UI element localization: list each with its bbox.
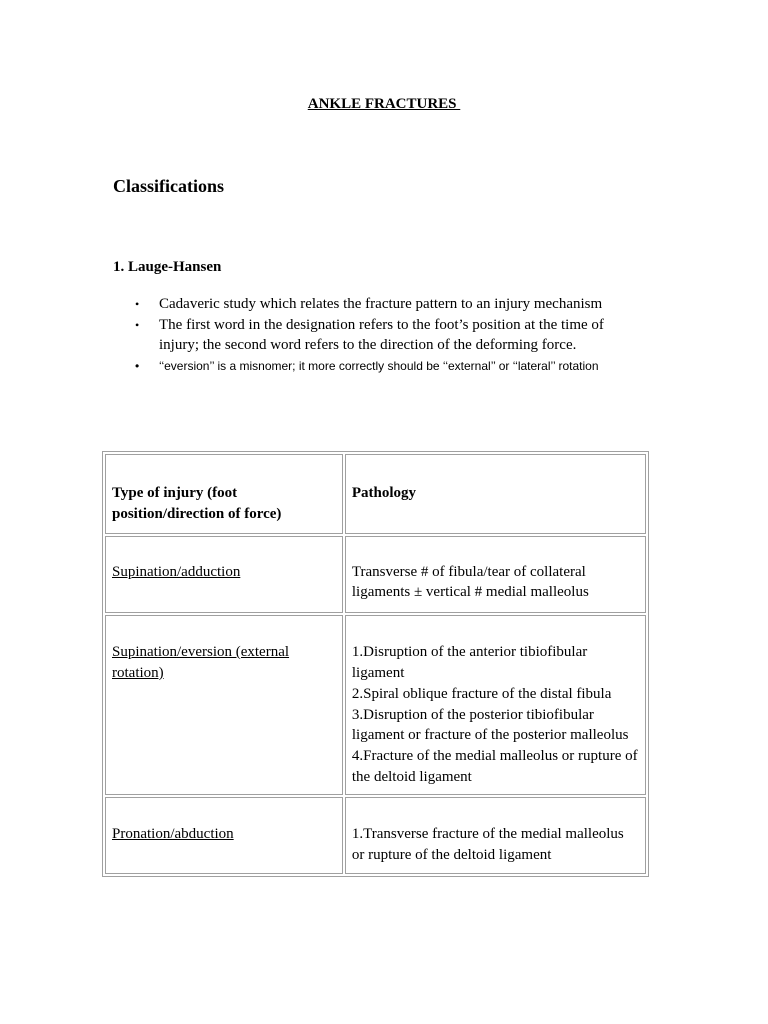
table-header-cell (345, 454, 646, 534)
bullet-item: • Cadaveric study which relates the fracture pattern to an injury mechanism (159, 294, 639, 315)
pathology-line: 1.Disruption of the anterior tibiofibular ligament (351, 644, 588, 681)
table-cell (105, 536, 343, 614)
table-cell (345, 797, 646, 875)
table-header-row (105, 454, 646, 534)
pathology-line: 2.Spiral oblique fracture of the distal fibula (351, 685, 612, 702)
table-cell (345, 615, 646, 795)
injury-classification-table (102, 451, 649, 877)
document-title (0, 94, 768, 114)
document-title-text: ANKLE FRACTURES (307, 96, 461, 112)
bullet-item: • The first word in the designation refers to the foot’s position at the time of injury; the second word refers to the direction of the deforming force. (159, 315, 639, 356)
table-header-cell (105, 454, 343, 534)
table-row (105, 615, 646, 795)
table-row (105, 536, 646, 614)
pathology-line: 3.Disruption of the posterior tibiofibular ligament or fracture of the posterior malleolus (351, 706, 629, 744)
injury-type: Supination/eversion (external rotation) (112, 644, 290, 681)
table-cell (345, 536, 646, 614)
injury-type: Pronation/abduction (112, 825, 234, 842)
injury-type: Supination/adduction (112, 563, 241, 580)
bullet-list (159, 294, 639, 375)
table-cell (105, 615, 343, 795)
bullet-item: • ‘‘eversion’’ is a misnomer; it more correctly should be ‘‘external’’ or ‘‘lateral’’ rotation (159, 357, 639, 375)
section-heading: Classifications (113, 176, 225, 196)
pathology-line: 1.Transverse fracture of the medial malleolus or rupture of the deltoid ligament (351, 825, 624, 863)
table-cell (105, 797, 343, 875)
pathology-line: Transverse # of fibula/tear of collateral ligaments ± vertical # medial malleolus (351, 563, 589, 601)
header-type-of-injury: Type of injury (foot position/direction of force) (112, 485, 282, 522)
table-row (105, 797, 646, 875)
sub-heading: 1. Lauge-Hansen (113, 259, 222, 275)
pathology-line: 4.Fracture of the medial malleolus or rupture of the deltoid ligament (351, 748, 638, 785)
header-pathology: Pathology (351, 485, 417, 501)
